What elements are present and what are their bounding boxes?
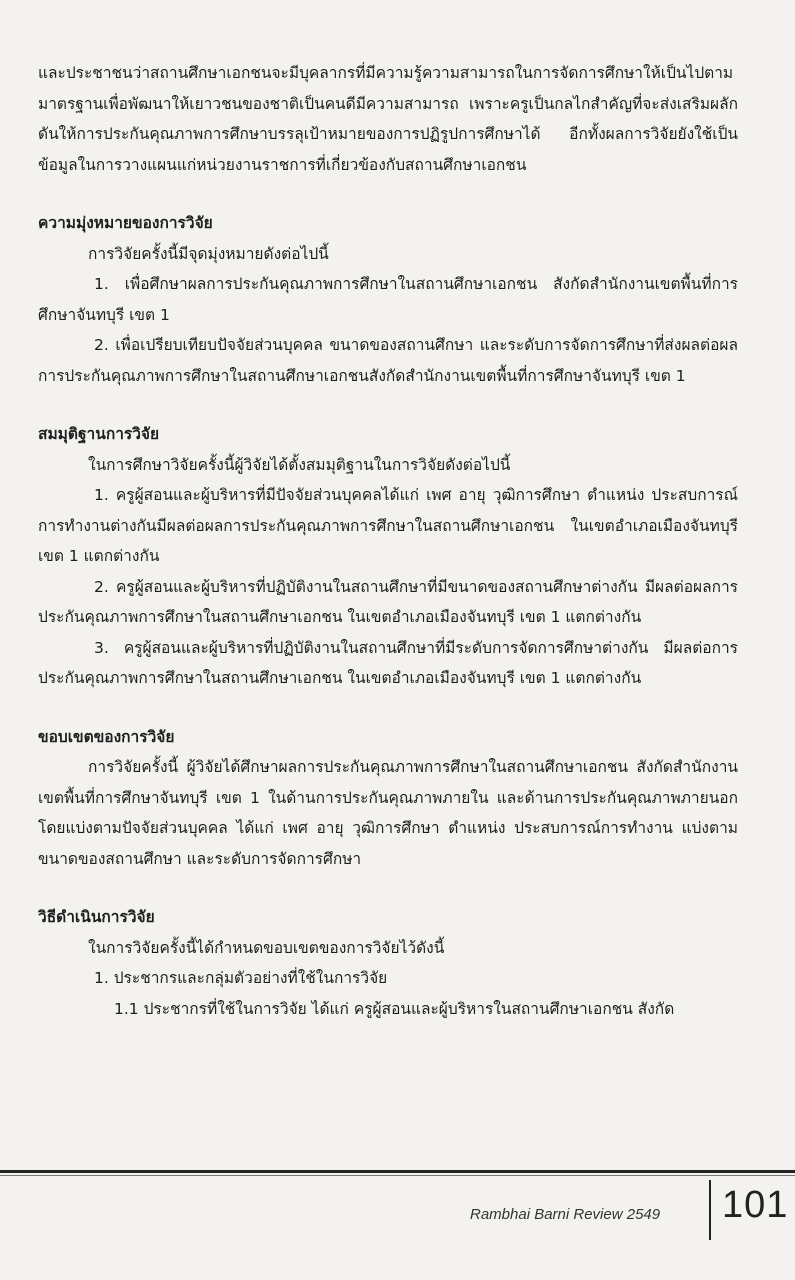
objectives-heading: ความมุ่งหมายของการวิจัย xyxy=(38,214,213,232)
hypotheses-lead: ในการศึกษาวิจัยครั้งนี้ผู้วิจัยได้ตั้งสมมุติฐานในการวิจัยดังต่อไปนี้ xyxy=(88,455,511,474)
hypotheses-heading: สมมุติฐานการวิจัย xyxy=(38,425,160,443)
footer-divider xyxy=(709,1180,711,1240)
intro-paragraph: และประชาชนว่าสถานศึกษาเอกชนจะมีบุคลากรที่มีความรู้ความสามารถในการจัดการศึกษาให้เป็นไปตามมาตรฐานเพื่อพัฒนาให้เยาวชนของชาติเป็นคนดีมีความสามารถ เพราะครูเป็นกลไกสำคัญที่จะส่งเสริมผลักดันให้การประกันคุณภาพการศึกษาบรรลุเป้าหมายของการปฏิรูปการศึกษาได้ อีกทั้งผลการวิจัยยังใช้เป็นข้อมูลในการวางแผนแก่หน่วยงานราชการที่เกี่ยวข้องกับสถานศึกษาเอกชน xyxy=(38,64,738,174)
hypothesis-item-3: 3. ครูผู้สอนและผู้บริหารที่ปฏิบัติงานในสถานศึกษาที่มีระดับการจัดการศึกษาต่างกัน มีผลต่อการประกันคุณภาพการศึกษาในสถานศึกษาเอกชน ในเขตอำเภอเมืองจันทบุรี เขต 1 แตกต่างกัน xyxy=(38,638,738,687)
method-item-1-1: 1.1 ประชากรที่ใช้ในการวิจัย ได้แก่ ครูผู้สอนและผู้บริหารในสถานศึกษาเอกชน สังกัด xyxy=(114,999,675,1018)
method-lead: ในการวิจัยครั้งนี้ได้กำหนดขอบเขตของการวิจัยไว้ดังนี้ xyxy=(88,938,445,957)
objectives-lead: การวิจัยครั้งนี้มีจุดมุ่งหมายดังต่อไปนี้ xyxy=(88,244,329,263)
objective-item-2: 2. เพื่อเปรียบเทียบปัจจัยส่วนบุคคล ขนาดของสถานศึกษา และระดับการจัดการศึกษาที่ส่งผลต่อผลการประกันคุณภาพการศึกษาในสถานศึกษาเอกชนสังกัดสำนักงานเขตพื้นที่การศึกษาจันทบุรี เขต 1 xyxy=(38,336,738,385)
footer-rule xyxy=(0,1170,795,1173)
page-number: 101 xyxy=(722,1184,789,1226)
scope-paragraph: การวิจัยครั้งนี้ ผู้วิจัยได้ศึกษาผลการประกันคุณภาพการศึกษาในสถานศึกษาเอกชน สังกัดสำนักงานเขตพื้นที่การศึกษาจันทบุรี เขต 1 ในด้านการประกันคุณภาพภายใน และด้านการประกันคุณภาพภายนอก โดยแบ่งตามปัจจัยส่วนบุคคล ได้แก่ เพศ อายุ วุฒิการศึกษา ตำแหน่ง ประสบการณ์การทำงาน แบ่งตามขนาดของสถานศึกษา และระดับการจัดการศึกษา xyxy=(38,758,738,868)
hypothesis-item-1: 1. ครูผู้สอนและผู้บริหารที่มีปัจจัยส่วนบุคคลได้แก่ เพศ อายุ วุฒิการศึกษา ตำแหน่ง ประสบการณ์การทำงานต่างกันมีผลต่อผลการประกันคุณภาพการศึกษาในสถานศึกษาเอกชน ในเขตอำเภอเมืองจันทบุรี เขต 1 แตกต่างกัน xyxy=(38,486,738,565)
hypothesis-item-2: 2. ครูผู้สอนและผู้บริหารที่ปฏิบัติงานในสถานศึกษาที่มีขนาดของสถานศึกษาต่างกัน มีผลต่อผลการประกันคุณภาพการศึกษาในสถานศึกษาเอกชน ในเขตอำเภอเมืองจันทบุรี เขต 1 แตกต่างกัน xyxy=(38,577,738,626)
objective-item-1: 1. เพื่อศึกษาผลการประกันคุณภาพการศึกษาในสถานศึกษาเอกชน สังกัดสำนักงานเขตพื้นที่การศึกษาจันทบุรี เขต 1 xyxy=(38,275,738,324)
page-body xyxy=(38,58,738,1024)
footer-rule-thin xyxy=(0,1175,795,1176)
journal-name: Rambhai Barni Review 2549 xyxy=(470,1206,661,1223)
scope-heading: ขอบเขตของการวิจัย xyxy=(38,727,175,746)
method-item-1: 1. ประชากรและกลุ่มตัวอย่างที่ใช้ในการวิจัย xyxy=(94,969,388,987)
method-heading: วิธีดำเนินการวิจัย xyxy=(38,908,155,926)
